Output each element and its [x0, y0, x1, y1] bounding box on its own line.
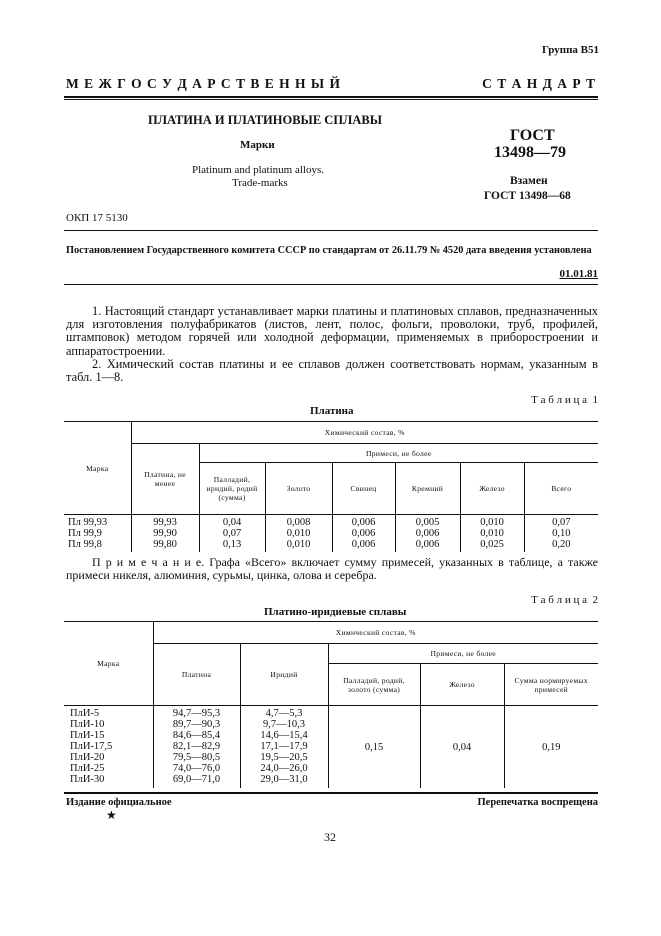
table2-cell-sum: 0,19 [542, 741, 561, 753]
table1-header-impurities: Примеси, не более [199, 444, 598, 463]
table2-pt-2: 89,7—90,3 [172, 719, 221, 730]
paragraph-1: 1. Настоящий стандарт устанавливает марки платины и платиновых сплавов, предназначенных для изготовления полуфабрикатов (листов, лент, полос, фольги, проволоки, труб, профилей, штамповок) методом горячей или холодной деформации, применяемых в приборостроении и аппаратостроении. [66, 304, 598, 358]
table1-pb-3: 0,006 [351, 539, 376, 550]
table2-header-pd: Палладий, родий, золото (сумма) [328, 664, 420, 706]
table1-cell-mark [64, 515, 131, 553]
table1-si-2: 0,006 [415, 528, 440, 539]
table2-cell-mark [64, 706, 153, 789]
table2-pt-3: 84,6—85,4 [172, 730, 221, 741]
table2-pt-4: 82,1—82,9 [172, 741, 221, 752]
gost-label: ГОСТ [510, 127, 555, 144]
table1-pd-2: 0,07 [222, 528, 242, 539]
table2-header-sum: Сумма нормируемых примесей [504, 664, 598, 706]
table1-cell-pb [332, 515, 395, 553]
table1-pd-1: 0,04 [222, 517, 242, 528]
header-rule-thin [64, 99, 598, 100]
table1-header-pb: Свинец [332, 463, 395, 515]
table1-fe-3: 0,025 [480, 539, 504, 550]
title-english-2: Trade-marks [232, 177, 288, 189]
document-title: ПЛАТИНА И ПЛАТИНОВЫЕ СПЛАВЫ [148, 113, 382, 127]
table2-cell-pd: 0,15 [328, 706, 420, 789]
table2-ir-7: 29,0—31,0 [260, 774, 308, 785]
table2-header-mark: Марка [64, 622, 153, 706]
okp-code: ОКП 17 5130 [66, 212, 128, 224]
table1-mark-3: Пл 99,8 [68, 539, 102, 550]
gost-number: 13498—79 [494, 144, 566, 161]
table2-mark-4: ПлИ-17,5 [70, 741, 113, 752]
table2-mark-6: ПлИ-25 [70, 763, 105, 774]
paragraph-2: 2. Химический состав платины и ее сплавов должен соответствовать нормам, указанным в табл. 1—8. [66, 357, 598, 385]
table2-caption: Платино-иридиевые сплавы [264, 606, 407, 618]
table1-caption: Платина [310, 405, 354, 417]
table1-pt-1: 99,93 [153, 517, 177, 528]
footer-official: Издание официальное [66, 797, 172, 808]
table1-header-fe: Железо [460, 463, 524, 515]
standard-type-word-1: М Е Ж Г О С У Д А Р С Т В Е Н Н Ы Й [66, 76, 342, 91]
table2-pt-1: 94,7—95,3 [172, 708, 221, 719]
table1-si-3: 0,006 [415, 539, 440, 550]
table1-header-platinum: Платина, не менее [131, 444, 199, 515]
table1-header-pd: Палладий, иридий, родий (сумма) [199, 463, 265, 515]
table2-mark-7: ПлИ-30 [70, 774, 105, 785]
table2-ir-1: 4,7—5,3 [265, 708, 303, 719]
table2-ir-6: 24,0—26,0 [260, 763, 308, 774]
page-number: 32 [324, 830, 336, 844]
table1-total-1: 0,07 [552, 517, 571, 528]
replaces-value: ГОСТ 13498—68 [484, 190, 571, 202]
table2-ir-4: 17,1—17,9 [260, 741, 308, 752]
table2-header-pt: Платина [153, 644, 240, 706]
table1-pb-2: 0,006 [351, 528, 376, 539]
standard-type-word-2: С Т А Н Д А Р Т [482, 76, 596, 91]
replaces-label: Взамен [510, 175, 548, 187]
table2-cell-pt [153, 706, 240, 789]
note-text: Графа «Всего» включает сумму примесей, указанных в таблице, а также примеси никеля, алюминия, сурьмы, цинка, олова и серебра. [66, 555, 598, 583]
table2-pt-7: 69,0—71,0 [172, 774, 221, 785]
table1-label: Т а б л и ц а 1 [531, 394, 598, 406]
table1-au-3: 0,010 [286, 539, 311, 550]
table1 [64, 421, 598, 552]
table2-bottom-rule [64, 792, 598, 794]
table2-mark-2: ПлИ-10 [70, 719, 105, 730]
note-label: П р и м е ч а н и е. [92, 555, 205, 569]
decree-text: Постановлением Государственного комитета СССР по стандартам от 26.11.79 № 4520 дата введения установлена [66, 245, 592, 256]
table2-pt-5: 79,5—80,5 [172, 752, 221, 763]
table1-pt-2: 99,90 [153, 528, 177, 539]
table1-header-mark: Марка [64, 422, 131, 515]
table2-pt-6: 74,0—76,0 [172, 763, 221, 774]
table2-ir-2: 9,7—10,3 [263, 719, 305, 730]
table2-mark-1: ПлИ-5 [70, 708, 100, 719]
decree-rule [64, 284, 598, 285]
table1-pd-3: 0,13 [222, 539, 242, 550]
table1-cell-total [524, 515, 598, 553]
table1-note [66, 556, 598, 582]
effective-date: 01.01.81 [559, 268, 598, 280]
table1-cell-fe [460, 515, 524, 553]
table1-pt-3: 99,80 [153, 539, 177, 550]
title-english-1: Platinum and platinum alloys. [192, 164, 324, 176]
table1-pb-1: 0,006 [351, 517, 376, 528]
table2-row [64, 706, 598, 789]
table2 [64, 621, 598, 788]
table2-mark-5: ПлИ-20 [70, 752, 105, 763]
table1-mark-1: Пл 99,93 [68, 517, 108, 528]
header-rule-top [64, 96, 598, 98]
okp-rule [64, 230, 598, 231]
table1-cell-pt [131, 515, 199, 553]
table1-cell-pd [199, 515, 265, 553]
table1-cell-au [265, 515, 332, 553]
table2-header-chem: Химический состав, % [153, 622, 598, 644]
footer-reprint: Перепечатка воспрещена [477, 797, 598, 808]
table2-header-ir: Иридий [240, 644, 328, 706]
table1-total-3: 0,20 [552, 539, 571, 550]
table1-fe-2: 0,010 [480, 528, 504, 539]
table2-cell-fe: 0,04 [420, 706, 504, 789]
table1-au-1: 0,008 [286, 517, 311, 528]
table1-mark-2: Пл 99,9 [68, 528, 102, 539]
table2-mark-3: ПлИ-15 [70, 730, 105, 741]
table2-cell-ir [240, 706, 328, 789]
table1-header-au: Золото [265, 463, 332, 515]
table1-cell-si [395, 515, 460, 553]
table2-header-impurities: Примеси, не более [328, 644, 598, 664]
table1-si-1: 0,005 [415, 517, 440, 528]
table2-header-fe: Железо [420, 664, 504, 706]
group-code: Группа В51 [541, 44, 599, 56]
table1-row [64, 515, 598, 553]
table1-header-chem: Химический состав, % [131, 422, 598, 444]
table2-ir-3: 14,6—15,4 [260, 730, 308, 741]
table1-header-total: Всего [524, 463, 598, 515]
table1-fe-1: 0,010 [480, 517, 504, 528]
document-subtitle: Марки [240, 139, 275, 151]
table1-total-2: 0,10 [552, 528, 571, 539]
table2-label: Т а б л и ц а 2 [531, 594, 598, 606]
standard-type [66, 76, 596, 92]
footer-star: ★ [106, 808, 117, 822]
table1-header-si: Кремний [395, 463, 460, 515]
table1-au-2: 0,010 [286, 528, 311, 539]
table2-ir-5: 19,5—20,5 [260, 752, 308, 763]
